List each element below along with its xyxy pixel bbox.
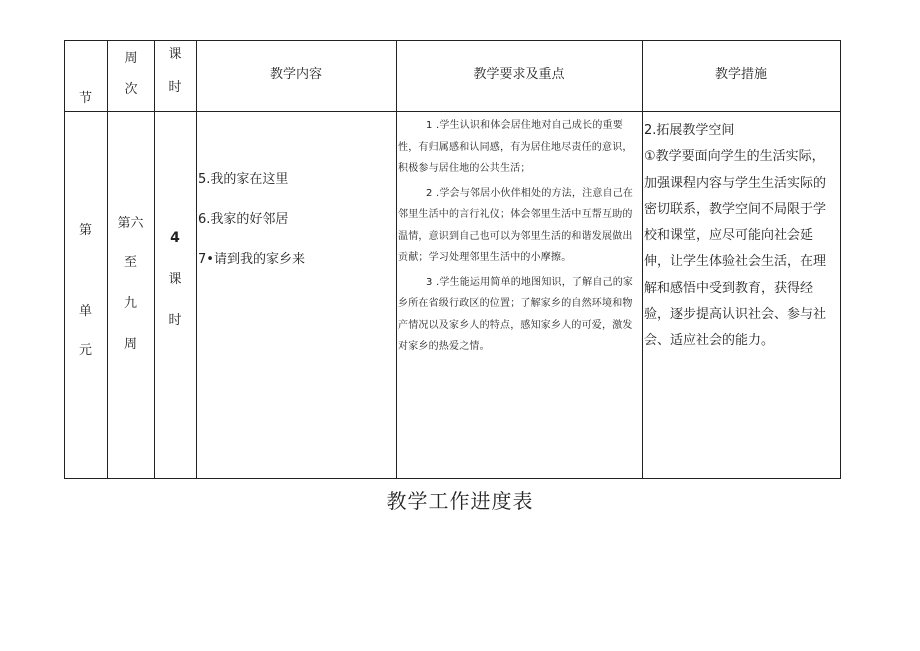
weeks-text: 至 xyxy=(123,255,137,270)
requirement-item: 3 .学生能运用简单的地图知识，了解自己的家乡所在省级行政区的位置；了解家乡的自然环境和物产情况以及家乡人的特点，感知家乡人的可爱，激发对家乡的热爱之情。 xyxy=(398,276,634,352)
header-zhou xyxy=(118,52,144,96)
header-content: 教学内容 xyxy=(269,67,322,82)
requirement-item: 1 .学生认识和体会居住地对自己成长的重要性，有归属感和认同感，有为居住地尽责任的意识，积极参与居住地的公共生活； xyxy=(398,120,633,174)
column-divider xyxy=(642,40,643,479)
unit-char: 单 xyxy=(78,304,92,319)
header-divider xyxy=(64,111,841,112)
table-border-right xyxy=(840,40,841,479)
weeks-text: 第六 xyxy=(117,216,144,231)
page-title: 教学工作进度表 xyxy=(386,489,534,513)
unit-cell xyxy=(64,224,107,357)
header-zhou-char: 次 xyxy=(124,82,138,97)
table-border-bottom xyxy=(64,478,841,479)
column-divider xyxy=(196,40,197,479)
unit-char: 第 xyxy=(78,223,92,238)
header-keshi xyxy=(162,48,188,94)
requirement-item: 2 .学会与邻居小伙伴相处的方法，注意自己在邻里生活中的言行礼仪；体会邻里生活中互帮互助的温情，意识到自己也可以为邻里生活的和谐发展做出贡献；学习处理邻里生活中的小摩擦。 xyxy=(398,187,634,263)
lesson-item: 5.我的家在这里 xyxy=(198,172,289,187)
weeks-text: 九 xyxy=(123,296,137,311)
hours-unit: 课 xyxy=(168,272,182,287)
requirements-cell xyxy=(398,115,640,358)
hours-number: 4 xyxy=(170,230,180,246)
header-keshi-char: 课 xyxy=(168,47,182,62)
header-jie: 节 xyxy=(79,91,93,106)
table-border-top xyxy=(64,40,841,41)
unit-char: 元 xyxy=(78,343,92,358)
header-measures: 教学措施 xyxy=(714,67,767,82)
measures-text: ①教学要面向学生的生活实际，加强课程内容与学生生活实际的密切联系，教学空间不局限于学校和课堂，应尽可能向社会延伸，让学生体验社会生活，在理解和感悟中受到教育，获得经验，逐步提高认识社会、参与社会、适应社会的能力。 xyxy=(644,149,827,349)
column-divider xyxy=(396,40,397,479)
hours-unit: 时 xyxy=(168,313,182,328)
measures-cell xyxy=(644,118,836,355)
weeks-cell xyxy=(107,217,154,351)
weeks-text: 周 xyxy=(123,337,137,352)
header-zhou-char: 周 xyxy=(124,51,138,66)
header-requirements: 教学要求及重点 xyxy=(473,67,565,82)
lesson-item: 6.我家的好邻居 xyxy=(198,212,289,227)
measures-heading: 2.拓展教学空间 xyxy=(644,123,735,138)
lesson-list xyxy=(198,160,394,280)
lesson-item: 7•请到我的家乡来 xyxy=(198,252,305,267)
header-keshi-char: 时 xyxy=(168,80,182,95)
hours-cell xyxy=(154,231,196,327)
